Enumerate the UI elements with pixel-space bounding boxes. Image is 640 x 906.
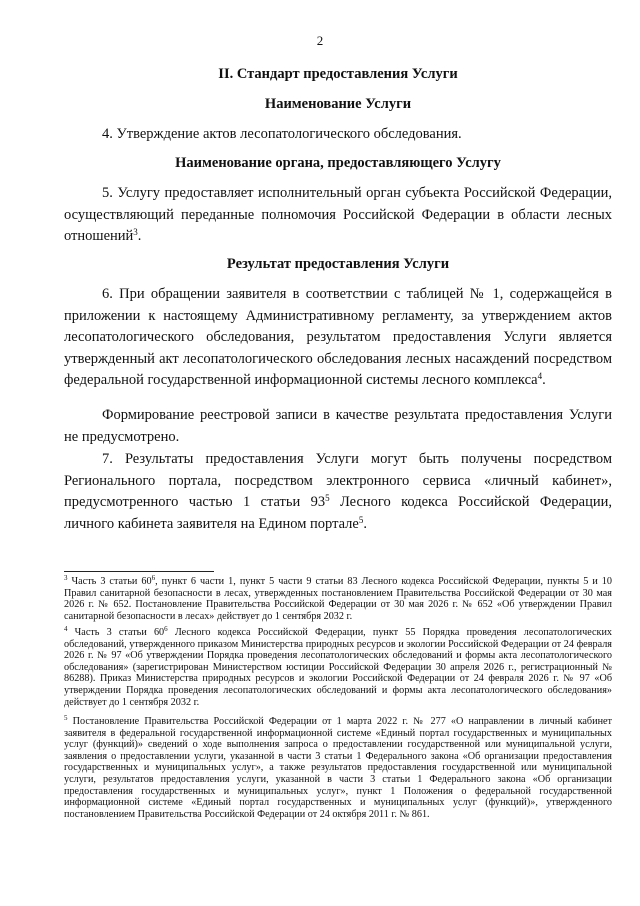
item-7 <box>64 449 612 535</box>
footnote-5 <box>64 716 612 820</box>
footnote-text: Часть 3 статьи 60 <box>67 627 165 638</box>
footnote-number: 4 <box>64 625 68 633</box>
item-7-text-2: Лесного кодекса Российской Федерации, личного кабинета заявителя на Едином портале <box>64 494 612 532</box>
footnote-superscript: 6 <box>164 625 168 633</box>
footnote-ref-4: 4 <box>537 371 543 382</box>
item-5-text: 5. Услугу предоставляет исполнительный орган субъекта Российской Федерации, осуществляющий переданные полномочия Российской Федерации в области лесных отношений <box>64 185 612 245</box>
item-7-end: . <box>363 515 367 532</box>
heading-organ: Наименование органа, предоставляющего Услугу <box>175 155 501 171</box>
footnote-text: , пункт 6 части 1, пункт 5 части 9 статьи 83 Лесного кодекса Российской Федерации, пункты 5 и 10 Правил санитарной безопасности в лесах, утвержденных постановлением Правительства Российской Федерации от 30 мая 2026 г. № 652. Постановление Правительства Российской Федерации от 30 мая 2026 г. № 652 «Об утверждении Правил санитарной безопасности в лесах» действует до 1 сентября 2032 г. <box>64 576 612 622</box>
footnote-separator <box>64 571 214 572</box>
heading-result: Результат предоставления Услуги <box>226 256 450 272</box>
footnote-ref-5: 5 <box>358 514 364 525</box>
page-number: 2 <box>316 33 324 48</box>
footnote-text: Постановление Правительства Российской Федерации от 1 марта 2022 г. № 277 «О направлении в личный кабинет заявителя в федеральной государственной информационной системе «Единый портал государственных и муниципальных услуг (функций)» сведений о ходе выполнения запроса о предоставлении государственной или муниципальной услуги, заявления о предоставлении услуги, указанной в части 3 статьи 1 Федерального закона «Об организации предоставления государственных и муниципальных услуг», а также результатов предоставления государственной или муниципальной услуги, результатов предоставления услуги, указанной в части 3 статьи 1 Федерального закона «Об организации предоставления государственных и муниципальных услуг», пункт 1 Положения о федеральной государственной информационной системе «Единый портал государственных и муниципальных услуг (функций)», утвержденного постановлением Правительства Российской Федерации от 24 октября 2011 г. № 861. <box>64 716 612 820</box>
item-7-text-1: 7. Результаты предоставления Услуги могут быть получены посредством Регионального портала, посредством электронного сервиса «личный кабинет», предусмотренного частью 1 статьи 93 <box>64 451 612 511</box>
heading-service-name: Наименование Услуги <box>264 96 412 112</box>
footnote-ref-3: 3 <box>133 227 138 238</box>
footnote-text: Часть 3 статьи 60 <box>67 576 152 587</box>
item-6-end: . <box>542 372 546 389</box>
footnote-text: Лесного кодекса Российской Федерации, пункт 55 Порядка проведения лесопатологических обследований, утвержденного приказом Министерства природных ресурсов и экологии Российской Федерации от 24 февраля 2026 г. № 97 «Об утверждении Порядка проведения лесопатологических обследований и формы акта лесопатологического обследования» (зарегистрирован Министерством юстиции Российской Федерации 30 апреля 2026 г., регистрационный № 86288). Приказ Министерства природных ресурсов и экологии Российской Федерации от 24 февраля 2026 г. № 97 «Об утверждении Порядка проведения лесопатологических обследований и формы акта лесопатологического обследования» действует до 1 сентября 2032 г. <box>64 627 612 708</box>
section-title: II. Стандарт предоставления Услуги <box>218 66 458 82</box>
article-superscript: 5 <box>325 493 330 504</box>
item-5-end: . <box>137 228 142 245</box>
footnote-superscript: 6 <box>151 574 156 582</box>
item-4: 4. Утверждение актов лесопатологического обследования. <box>102 126 462 142</box>
footnote-4 <box>64 627 612 708</box>
item-6-text: 6. При обращении заявителя в соответствии с таблицей № 1, содержащейся в приложении к настоящему Административному регламенту, за утверждением актов лесопатологического обследования, результатом предоставления Услуги является утвержденный акт лесопатологического обследования лесных насаждений посредством федеральной государственной информационной системы лесного комплекса <box>64 286 612 389</box>
footnote-number: 5 <box>64 714 68 722</box>
footnote-3 <box>64 576 612 622</box>
item-6 <box>64 284 612 392</box>
footnote-number: 3 <box>64 574 68 582</box>
item-5 <box>64 183 612 248</box>
registry-paragraph: Формирование реестровой записи в качестве результата предоставления Услуги не предусмотрено. <box>64 407 612 445</box>
